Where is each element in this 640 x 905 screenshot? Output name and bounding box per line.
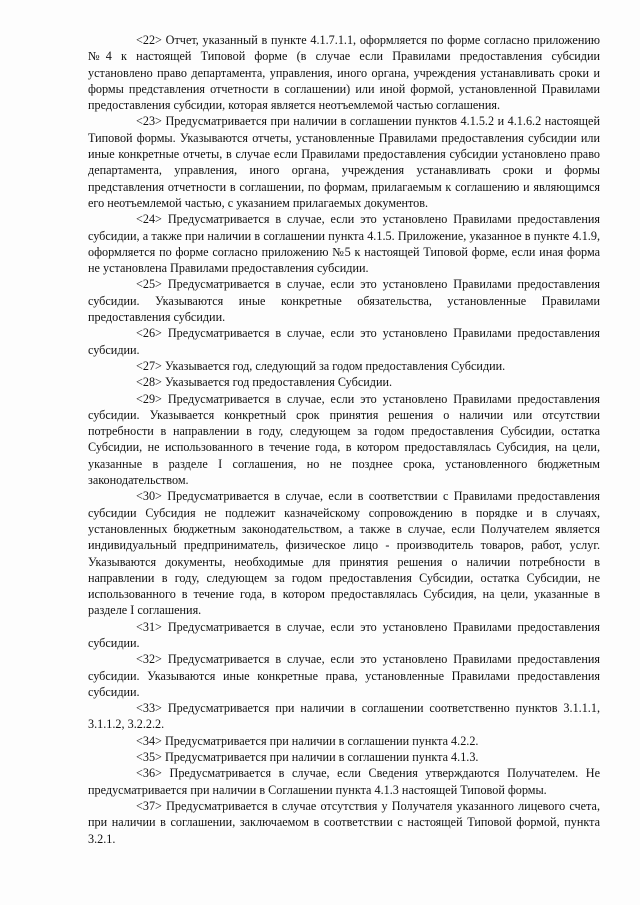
footnote-32: <32> Предусматривается в случае, если это установлено Правилами предоставления субсидии. Указываются иные конкретные права, установленные Правилами предоставления субсидии. — [88, 652, 600, 699]
footnote-35: <35> Предусматривается при наличии в соглашении пункта 4.1.3. — [136, 750, 479, 765]
footnote-28: <28> Указывается год предоставления Субсидии. — [136, 375, 393, 390]
footnotes-block — [88, 32, 600, 847]
footnote-27: <27> Указывается год, следующий за годом предоставления Субсидии. — [136, 358, 506, 373]
footnote-37: <37> Предусматривается в случае отсутствия у Получателя указанного лицевого счета, при наличии в соглашении, заключаемом в соответствии с настоящей Типовой формой, пункта 3.2.1. — [88, 798, 600, 846]
footnote-36: <36> Предусматривается в случае, если Сведения утверждаются Получателем. Не предусматривается при наличии в Соглашении пункта 4.1.3 настоящей Типовой формы. — [88, 766, 600, 797]
footnote-25: <25> Предусматривается в случае, если это установлено Правилами предоставления субсидии. Указываются иные конкретные обязательства, установленные Правилами предоставления субсидии. — [88, 277, 600, 325]
footnote-31: <31> Предусматривается в случае, если это установлено Правилами предоставления субсидии. — [88, 619, 600, 650]
footnote-26: <26> Предусматривается в случае, если это установлено Правилами предоставления субсидии. — [88, 326, 600, 357]
footnote-34: <34> Предусматривается при наличии в соглашении пункта 4.2.2. — [136, 733, 479, 748]
footnote-30: <30> Предусматривается в случае, если в соответствии с Правилами предоставления субсидии Субсидия не подлежит казначейскому сопровождению в порядке и в случаях, установленных бюджетным законодательством, а также в случае, если Получателем является индивидуальный предприниматель, физическое лицо - производитель товаров, работ, услуг. Указываются документы, необходимые для принятия решения о наличии потребности в направлении в году, следующем за годом предоставления Субсидии, остатка Субсидии, не использованного в течение года, в котором предоставлялась Субсидия, на цели, указанные в разделе I соглашения. — [88, 489, 600, 618]
footnote-29: <29> Предусматривается в случае, если это установлено Правилами предоставления субсидии. Указывается конкретный срок принятия решения о наличии или отсутствии потребности в направлении в году, следующем за годом предоставления Субсидии, остатка Субсидии, не использованного в течение года, в котором предоставлялась Субсидия, на цели, указанные в разделе I соглашения, но не позднее срока, установленного бюджетным законодательством. — [88, 391, 600, 488]
footnote-33: <33> Предусматривается при наличии в соглашении соответственно пунктов 3.1.1.1, 3.1.1.2, 3.2.2.2. — [88, 701, 600, 732]
footnote-23: <23> Предусматривается при наличии в соглашении пунктов 4.1.5.2 и 4.1.6.2 настоящей Типовой формы. Указываются отчеты, установленные Правилами предоставления субсидии или иные конкретные отчеты, в случае если Правилами предоставления субсидии установлено право департамента, управления, иного органа, учреждения устанавливать сроки и формы представления отчетности в соглашении, по формам, прилагаемым к соглашению и являющимся его неотъемлемой частью, с указанием прилагаемых документов. — [88, 114, 600, 210]
footnote-24: <24> Предусматривается в случае, если это установлено Правилами предоставления субсидии, а также при наличии в соглашении пункта 4.1.5. Приложение, указанное в пункте 4.1.9, оформляется по форме согласно приложению №5 к настоящей Типовой форме, если иная форма не установлена Правилами предоставления субсидии. — [88, 212, 600, 276]
footnote-22: <22> Отчет, указанный в пункте 4.1.7.1.1, оформляется по форме согласно приложению №4 к настоящей Типовой форме (в случае если Правилами предоставления субсидии установлено право департамента, управления, иного органа, учреждения устанавливать сроки и формы представления отчетности в соглашении) или иной формой, установленной Правилами предоставления субсидии, которая является неотъемлемой частью соглашения. — [88, 33, 600, 113]
